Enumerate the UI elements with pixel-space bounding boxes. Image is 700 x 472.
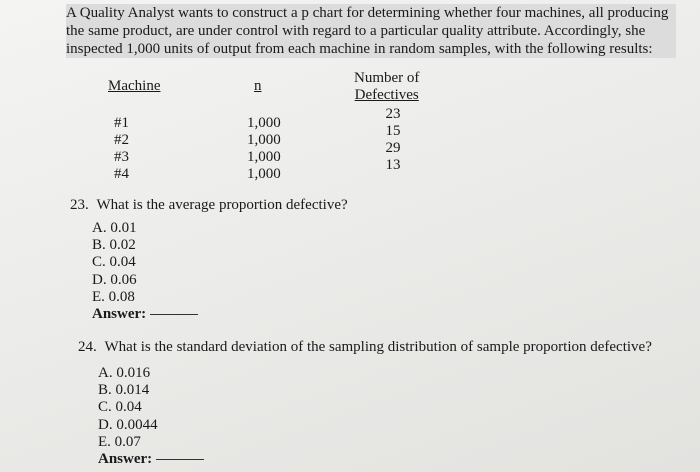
answer-blank[interactable] <box>150 314 198 315</box>
table-cell: 1,000 <box>247 166 281 182</box>
header-n-label: n <box>254 78 262 94</box>
header-defectives-line-1: Number of <box>354 70 420 86</box>
table-cell: 1,000 <box>247 149 281 165</box>
table-cell: 1,000 <box>247 115 281 131</box>
defectives-column <box>381 106 405 174</box>
machine-column <box>114 115 129 183</box>
option-a[interactable]: A. 0.01 <box>92 220 137 236</box>
header-defectives <box>354 70 419 104</box>
answer-label: Answer: <box>98 450 153 467</box>
option-b[interactable]: B. 0.02 <box>92 237 136 254</box>
question-number: 24. <box>78 339 97 355</box>
option-e[interactable]: E. 0.08 <box>92 288 135 305</box>
answer-label: Answer: <box>92 305 147 322</box>
option-d[interactable]: D. 0.06 <box>92 271 137 288</box>
table-cell: 13 <box>385 157 401 173</box>
intro-line-1: A Quality Analyst wants to construct a p chart for determining whether four machines, all producing <box>66 4 676 22</box>
question-text: What is the standard deviation of the sampling distribution of sample proportion defective? <box>104 339 652 355</box>
table-cell: 29 <box>385 140 401 156</box>
question-text: What is the average proportion defective? <box>96 197 348 213</box>
header-machine-label: Machine <box>108 78 161 94</box>
option-e[interactable]: E. 0.07 <box>98 433 141 450</box>
table-cell: 23 <box>385 106 401 122</box>
intro-line-2: the same product, are under control with regard to a particular quality attribute. Accordingly, she <box>66 22 676 40</box>
table-cell: #1 <box>114 115 129 131</box>
option-c[interactable]: C. 0.04 <box>98 399 142 416</box>
option-c[interactable]: C. 0.04 <box>92 254 136 271</box>
question-24 <box>78 339 652 356</box>
answer-blank[interactable] <box>156 459 204 460</box>
n-column <box>247 115 281 183</box>
table-cell: #3 <box>114 149 129 165</box>
option-a[interactable]: A. 0.016 <box>98 365 151 381</box>
question-number: 23. <box>70 197 89 213</box>
intro-line-3: inspected 1,000 units of output from each machine in random samples, with the following results: <box>66 40 676 58</box>
table-cell: 1,000 <box>247 132 281 148</box>
table-cell: #4 <box>114 166 129 182</box>
table-cell: 15 <box>385 123 401 139</box>
question-23-options <box>92 220 198 323</box>
header-machine <box>108 78 160 95</box>
problem-intro <box>66 4 676 58</box>
table-cell: #2 <box>114 132 129 148</box>
option-b[interactable]: B. 0.014 <box>98 382 150 399</box>
header-n <box>254 78 262 95</box>
option-d[interactable]: D. 0.0044 <box>98 416 158 433</box>
question-23 <box>70 197 348 214</box>
header-defectives-line-2: Defectives <box>354 87 419 103</box>
question-24-options <box>98 365 204 468</box>
